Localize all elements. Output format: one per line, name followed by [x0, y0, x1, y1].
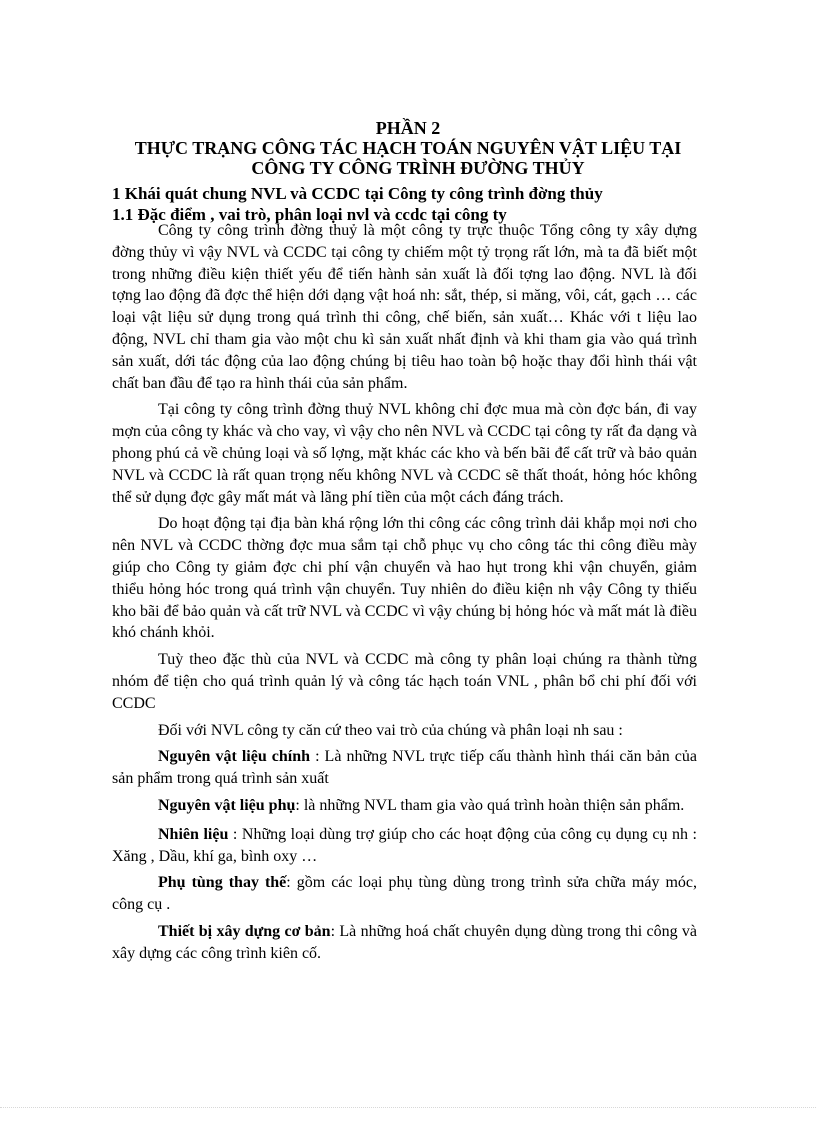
paragraph-3: Do hoạt động tại địa bàn khá rộng lớn thi công các công trình dải khắp mọi nơi cho nên NVL và CCDC thờng đợc mua sắm tại chỗ phục vụ cho công tác thi công điều mày giúp cho Công ty giảm đợc chi phí vận chuyển và hao hụt trong khi vận chuyển, giảm thiểu hỏng hóc trong quá trình vận chuyển. Tuy nhiên do điều kiện nh vậy Công ty thiếu kho bãi để bảo quản và cất trữ NVL và CCDC vì vậy chúng bị hỏng hóc và mất mát là điều khó chánh khỏi.: [112, 515, 697, 642]
section-heading-1-1: 1.1 Đặc điểm , vai trò, phân loại nvl và ccdc tại công ty: [112, 205, 507, 224]
list-item-text: : Những loại dùng trợ giúp cho các hoạt động của công cụ dụng cụ nh : Xăng , Dầu, khí ga, bình oxy …: [112, 825, 697, 865]
list-item-text: : là những NVL tham gia vào quá trình hoàn thiện sản phẩm.: [295, 796, 685, 814]
list-item: [112, 795, 697, 817]
chapter-title-line-2: CÔNG TY CÔNG TRÌNH ĐƯỜNG THỦY: [251, 158, 585, 178]
part-label: PHẦN 2: [375, 118, 441, 138]
section-headings: [112, 183, 712, 225]
list-item-term: Nhiên liệu: [158, 825, 229, 843]
section-heading-1: 1 Khái quát chung NVL và CCDC tại Công ty công trình đờng thủy: [112, 184, 603, 203]
list-item-text: : gồm các loại phụ tùng dùng trong trình sửa chữa máy móc, công cụ .: [112, 874, 698, 914]
body-text: [112, 220, 697, 965]
paragraph-4: Tuỳ theo đặc thù của NVL và CCDC mà công ty phân loại chúng ra thành từng nhóm để tiện cho quá trình quản lý và công tác hạch toán VNL , phân bổ chi phí đối với CCDC: [112, 651, 697, 712]
chapter-heading: [0, 118, 816, 178]
list-item-text: : Là những hoá chất chuyên dụng dùng trong thi công và xây dựng các công trình kiên cố.: [112, 922, 698, 962]
list-item-term: Thiết bị xây dựng cơ bản: [158, 922, 331, 940]
list-item: [112, 746, 697, 790]
list-item-text: : Là những NVL trực tiếp cấu thành hình thái căn bản của sản phẩm trong quá trình sản xuất: [112, 748, 698, 788]
list-item-term: Phụ tùng thay thế: [158, 874, 287, 892]
paragraph-5: Đối với NVL công ty căn cứ theo vai trò của chúng và phân loại nh sau :: [158, 721, 623, 739]
list-item: [112, 921, 697, 965]
paragraph-1: Công ty công trình đờng thuỷ là một công ty trực thuộc Tổng công ty xây dựng đờng thủy vì vậy NVL và CCDC tại công ty chiếm một tỷ trọng rất lớn, mà ta đã biết một trong những điều kiện thiết yếu để tiến hành sản xuất là đối tợng lao động. NVL là đối tợng lao động đã đợc thể hiện dới dạng vật hoá nh: sắt, thép, si măng, vôi, cát, gạch … các loại vật liệu sử dụng trong quá trình thi công, chế biến, sản xuất… Khác với t liệu lao động, NVL chỉ tham gia vào một chu kì sản xuất nhất định và khi tham gia vào quá trình sản xuất, dới tác động của lao động chúng bị tiêu hao toàn bộ hoặc thay đổi hình thái vật chất ban đầu để tạo ra hình thái của sản phẩm.: [112, 222, 697, 392]
list-item-term: Nguyên vật liệu phụ: [158, 796, 296, 814]
list-item: [112, 824, 697, 868]
page-bottom-divider: [0, 1107, 816, 1108]
list-item-term: Nguyên vật liệu chính: [158, 748, 311, 766]
chapter-title-line-1: THỰC TRẠNG CÔNG TÁC HẠCH TOÁN NGUYÊN VẬT LIỆU TẠI: [134, 138, 682, 158]
paragraph-2: Tại công ty công trình đờng thuỷ NVL không chỉ đợc mua mà còn đợc bán, đi vay mợn của công ty khác và cho vay, vì vậy cho nên NVL và CCDC tại công ty rất đa dạng và phong phú cả về chủng loại và số lợng, mặt khác các kho và bến bãi để cất trữ và bảo quản NVL và CCDC là rất quan trọng nếu không NVL và CCDC sẽ thất thoát, hỏng hóc không thể sử dụng đợc gây mất mát và lãng phí tiền của một cách đáng trách.: [112, 401, 697, 506]
list-item: [112, 872, 697, 916]
